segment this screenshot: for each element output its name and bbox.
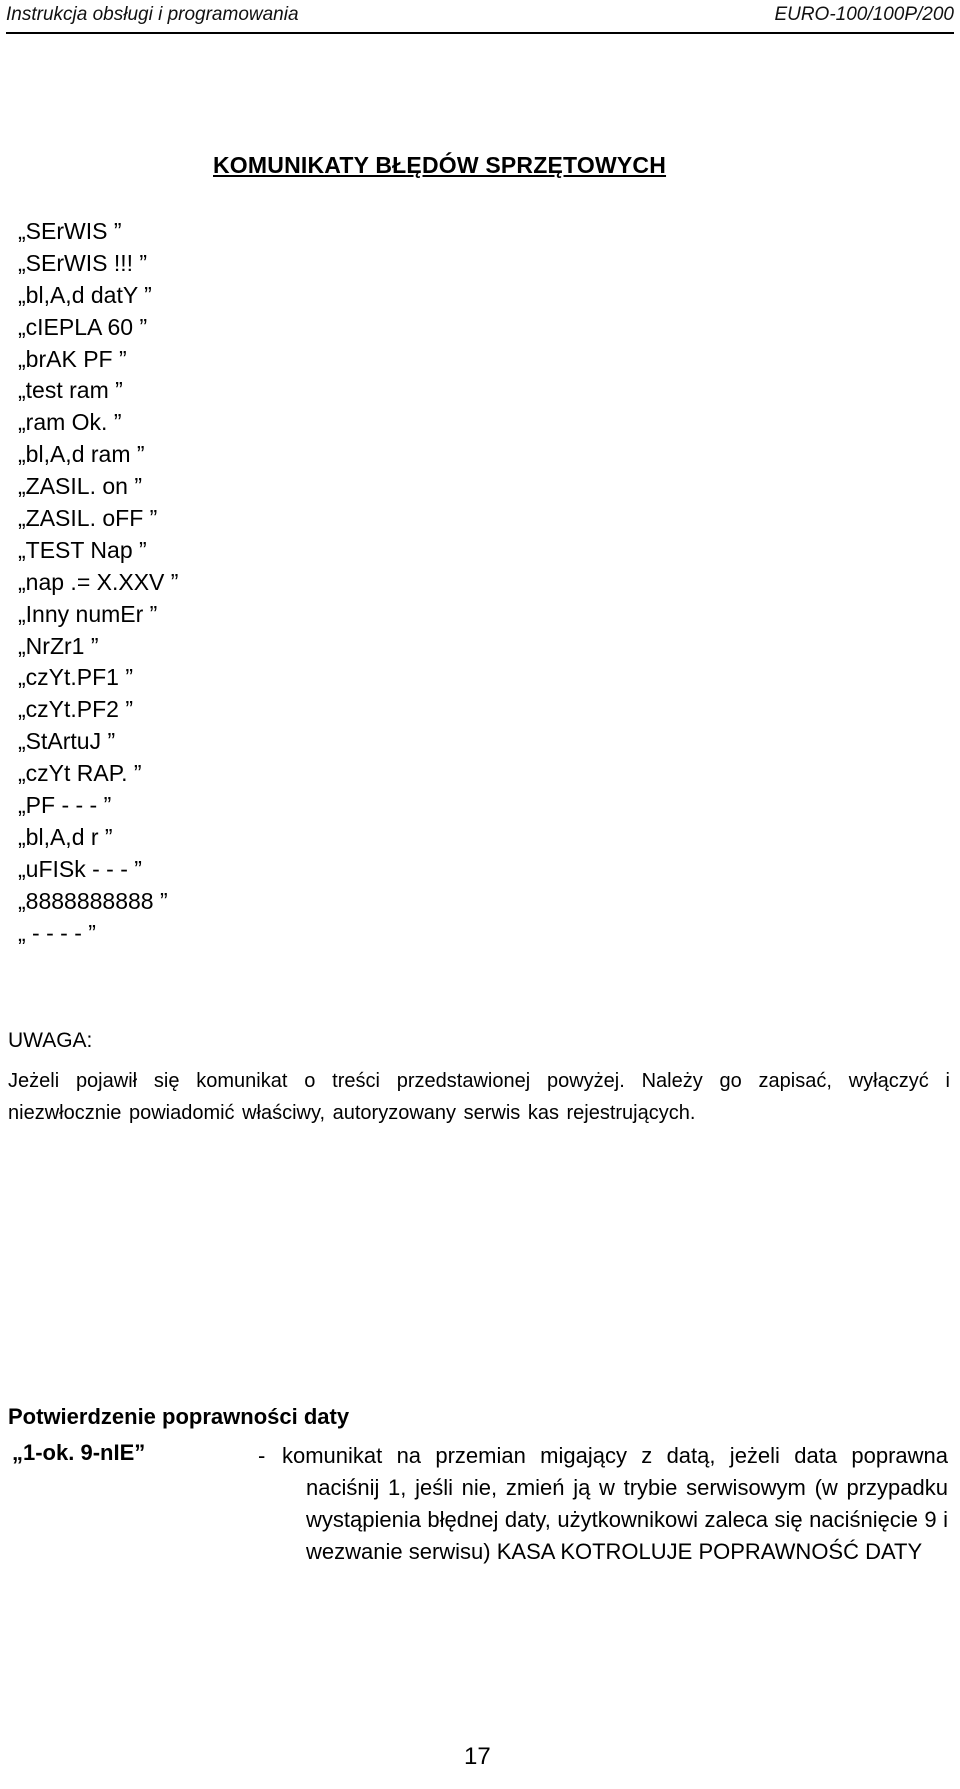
- error-code-text: PF - - -: [25, 792, 98, 819]
- quote-open: „: [18, 664, 26, 691]
- quote-open: „: [18, 313, 26, 340]
- quote-open: „: [18, 536, 26, 563]
- error-code-item: [18, 503, 178, 535]
- quote-close: ”: [84, 632, 99, 659]
- error-code-item: [18, 375, 178, 407]
- error-code-text: StArtuJ: [25, 728, 102, 755]
- error-code-item: [18, 854, 178, 886]
- error-code-item: [18, 822, 178, 854]
- error-code-text: 8888888888: [25, 887, 154, 914]
- quote-close: ”: [127, 760, 142, 787]
- error-code-text: bl,A,d datY: [25, 281, 138, 308]
- quote-close: ”: [130, 441, 145, 468]
- quote-close: ”: [108, 377, 123, 404]
- date-confirmation-code: [12, 1440, 145, 1466]
- header-model-name: EURO-100/100P/200: [774, 4, 954, 25]
- description-dash: -: [258, 1443, 266, 1468]
- quote-close: ”: [101, 728, 116, 755]
- quote-close: ”: [107, 409, 122, 436]
- quote-close: ”: [98, 823, 113, 850]
- quote-open: „: [18, 728, 26, 755]
- quote-open: „: [18, 505, 26, 532]
- quote-close: ”: [137, 281, 152, 308]
- error-code-item: [18, 694, 178, 726]
- quote-open: „: [18, 377, 26, 404]
- error-code-item: [18, 918, 178, 950]
- error-code-text: SErWIS !!!: [25, 249, 134, 276]
- error-code-item: [18, 758, 178, 790]
- quote-close: ”: [134, 1440, 146, 1465]
- error-code-item: [18, 886, 178, 918]
- quote-open: „: [18, 632, 26, 659]
- quote-close: ”: [118, 664, 134, 691]
- quote-open: „: [18, 600, 26, 627]
- date-confirmation-description: [258, 1440, 948, 1568]
- quote-close: ”: [133, 249, 148, 276]
- quote-close: ”: [164, 568, 179, 595]
- quote-open: „: [18, 855, 26, 882]
- quote-open: „: [18, 760, 26, 787]
- error-code-item: [18, 790, 178, 822]
- error-code-item: [18, 726, 178, 758]
- quote-close: ”: [107, 218, 122, 244]
- error-code-text: czYt.PF2: [25, 696, 119, 723]
- section-title: KOMUNIKATY BŁĘDÓW SPRZĘTOWYCH: [213, 152, 667, 178]
- quote-close: ”: [127, 855, 142, 882]
- error-code-text: czYt.PF1: [25, 664, 119, 691]
- error-code-list: [18, 216, 178, 949]
- quote-close: ”: [81, 919, 96, 946]
- error-code-item: [18, 248, 178, 280]
- error-code-text: ram Ok.: [25, 409, 108, 436]
- quote-open: „: [18, 823, 26, 850]
- error-code-text: uFISk - - -: [25, 855, 128, 882]
- error-code-text: test ram: [25, 377, 109, 404]
- error-code-item: [18, 344, 178, 376]
- quote-close: ”: [132, 536, 147, 563]
- error-code-item: [18, 312, 178, 344]
- header-manual-title: Instrukcja obsługi i programowania: [6, 4, 299, 25]
- quote-close: ”: [127, 473, 143, 500]
- quote-close: ”: [153, 887, 168, 914]
- quote-open: „: [18, 281, 26, 308]
- error-code-text: ZASIL. on: [25, 473, 128, 500]
- quote-open: „: [12, 1440, 23, 1465]
- warning-text: Jeżeli pojawił się komunikat o treści przedstawionej powyżej. Należy go zapisać, wyłączyć i niezwłocznie powiadomić właściwy, autoryzowany serwis kas rejestrujących.: [8, 1070, 950, 1124]
- quote-open: „: [18, 887, 26, 914]
- quote-open: „: [18, 249, 26, 276]
- error-code-text: brAK PF: [25, 345, 113, 372]
- error-code-item: [18, 471, 178, 503]
- error-code-item: [18, 407, 178, 439]
- error-code-item: [18, 216, 178, 248]
- error-code-text: ZASIL. oFF: [25, 505, 144, 532]
- quote-open: „: [18, 473, 26, 500]
- page-number: 17: [464, 1743, 491, 1770]
- quote-close: ”: [133, 313, 148, 340]
- error-code-text: bl,A,d r: [25, 823, 99, 850]
- quote-open: „: [18, 218, 26, 244]
- warning-note: [8, 1029, 950, 1129]
- error-code-text: czYt RAP.: [25, 760, 128, 787]
- error-code-text: bl,A,d ram: [25, 441, 131, 468]
- error-code-text: - - - -: [25, 919, 82, 946]
- page-header: [6, 2, 954, 34]
- quote-open: „: [18, 409, 26, 436]
- error-code-item: [18, 535, 178, 567]
- quote-open: „: [18, 441, 26, 468]
- description-text: komunikat na przemian migający z datą, jeżeli data poprawna naciśnij 1, jeśli nie, zmień ją w trybie serwisowym (w przypadku wystąpienia błędnej daty, użytkownikowi zaleca się naciśnięcie 9 i wezwanie serwisu) KASA KOTROLUJE POPRAWNOŚĆ DATY: [282, 1443, 948, 1564]
- quote-close: ”: [143, 505, 158, 532]
- error-code-item: [18, 280, 178, 312]
- quote-close: ”: [97, 792, 112, 819]
- error-code-item: [18, 631, 178, 663]
- error-code-text: nap .= X.XXV: [25, 568, 165, 595]
- quote-open: „: [18, 568, 26, 595]
- warning-label: UWAGA:: [8, 1029, 93, 1052]
- quote-open: „: [18, 696, 26, 723]
- quote-open: „: [18, 792, 26, 819]
- error-code-text: TEST Nap: [25, 536, 133, 563]
- quote-close: ”: [118, 696, 134, 723]
- quote-open: „: [18, 919, 26, 946]
- error-code-text: NrZr1: [25, 632, 85, 659]
- error-code-text: Inny numEr: [25, 600, 144, 627]
- error-code-item: [18, 599, 178, 631]
- error-code-item: [18, 439, 178, 471]
- error-code-text: SErWIS: [25, 218, 108, 244]
- quote-open: „: [18, 345, 26, 372]
- quote-close: ”: [143, 600, 158, 627]
- error-code-item: [18, 662, 178, 694]
- error-code-text: cIEPLA 60: [25, 313, 134, 340]
- confirmation-code-text: 1-ok. 9-nIE: [23, 1440, 135, 1465]
- error-code-item: [18, 567, 178, 599]
- date-confirmation-title: Potwierdzenie poprawności daty: [8, 1404, 350, 1429]
- quote-close: ”: [112, 345, 127, 372]
